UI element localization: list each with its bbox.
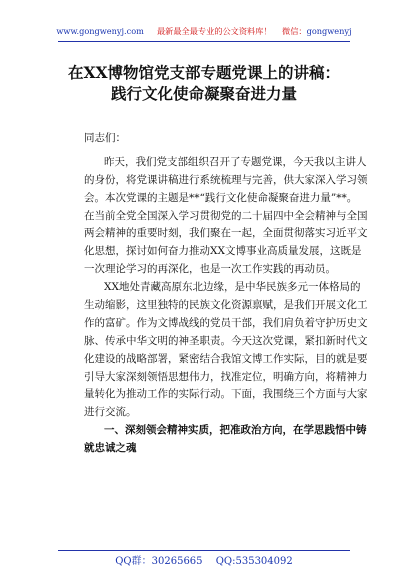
document-body [84,130,368,458]
paragraph-line: 脉、传承中华文明的神圣职责。今天这次党课，紧扣新时代文 [84,334,368,347]
header-banner [0,26,408,36]
section-heading-line-2: 就忠诚之魂 [84,442,137,455]
paragraph-line: 一次理论学习的再深化，也是一次工作实践的再动员。 [84,263,336,276]
title-line-1: 在XX博物馆党支部专题党课上的讲稿： [67,63,341,82]
paragraph-line: 量转化为推动工作的实际行动。下面，我围绕三个方面与大家 [84,388,368,401]
paragraph-line: 在当前全党全国深入学习贯彻党的二十届四中全会精神与全国 [84,209,368,222]
footer-divider [58,550,350,551]
paragraph-line: 生动缩影，这里独特的民族文化资源禀赋，是我们开展文化工 [84,299,368,312]
footer-qq-group: QQ群：30265665 [115,556,203,567]
site-tagline: 最新最全最专业的公文资料库！ [156,26,272,36]
footer-qq: QQ:535304092 [215,556,293,567]
paragraph-line: 昨天，我们党支部组织召开了专题党课，今天我以主讲人 [104,155,367,168]
salutation: 同志们： [84,132,126,144]
paragraph-line: 化思想，探讨如何奋力推动XX文博事业高质量发展，这既是 [84,245,362,258]
wechat-label: 微信： [282,26,307,36]
title-line-2: 践行文化使命凝聚奋进力量 [110,84,297,103]
paragraph-line: 的身份，将党课讲稿进行系统梳理与完善，供大家深入学习领 [84,173,368,186]
paragraph-line: 会。本次党课的主题是**“践行文化使命凝聚奋进力量”**。 [84,191,358,204]
paragraph-line: 作的富矿。作为文博战线的党员干部，我们肩负着守护历史文 [84,316,368,329]
footer [0,556,408,568]
paragraph-line: XX地处青藏高原东北边缘，是中华民族多元一体格局的 [104,281,361,294]
section-heading-line-1: 一、深刻领会精神实质，把准政治方向，在学思践悟中铸 [104,424,367,437]
site-url-link[interactable]: www.gongwenyj.com [56,26,144,36]
header-divider [58,41,350,42]
paragraph-line: 进行交流。 [84,406,137,419]
paragraph-line: 引导大家深刻领悟思想伟力，找准定位，明确方向，将精神力 [84,370,368,383]
paragraph-line: 化建设的战略部署，紧密结合我馆文博工作实际，目的就是要 [84,352,368,365]
document-title [40,62,368,104]
paragraph-line: 两会精神的重要时刻，我们聚在一起，全面贯彻落实习近平文 [84,227,368,240]
wechat-id: gongwenyj [306,26,352,36]
